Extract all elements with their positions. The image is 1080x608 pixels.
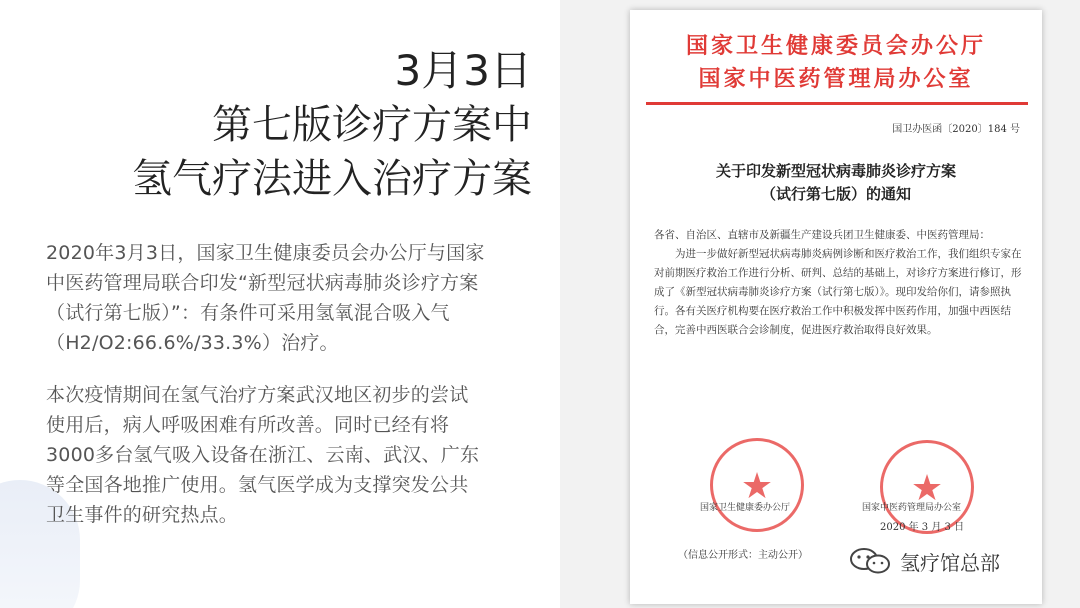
paragraph-line: 等全国各地推广使用。氢气医学成为支撑突发公共 — [46, 474, 469, 496]
document-disclosure: （信息公开形式：主动公开） — [678, 550, 808, 561]
paragraph-line: 3000多台氢气吸入设备在浙江、云南、武汉、广东 — [46, 444, 480, 466]
paragraph-2 — [46, 380, 546, 530]
document-red-rule — [646, 102, 1028, 105]
signatory-1: 国家卫生健康委办公厅 — [700, 503, 791, 513]
paragraph-line: （试行第七版）”：有条件可采用氢氧混合吸入气 — [46, 302, 450, 324]
document-date: 2020 年 3 月 3 日 — [880, 522, 965, 533]
document-header — [630, 30, 1042, 96]
paragraph-line: 卫生事件的研究热点。 — [46, 504, 239, 526]
title-line-3: 氢气疗法进入治疗方案 — [132, 156, 532, 202]
document-header-line: 国家中医药管理局办公室 — [698, 66, 974, 92]
paragraph-line: 中医药管理局联合印发“新型冠状病毒肺炎诊疗方案 — [46, 272, 479, 294]
signatory-2: 国家中医药管理局办公室 — [862, 503, 962, 513]
document-header-line: 国家卫生健康委员会办公厅 — [685, 33, 986, 59]
title-line-date: 3月3日 — [394, 46, 532, 95]
document-paragraph: 为进一步做好新型冠状病毒肺炎病例诊断和医疗救治工作，我们组织专家在对前期医疗救治工作进行分析、研判、总结的基础上，对诊疗方案进行修订，形成了《新型冠状病毒肺炎诊疗方案（试行第七版）》。现印发给你们，请参照执行。各有关医疗机构要在医疗救治工作中积极发挥中医药作用，加强中西医结合，完善中西医联合会诊制度，促进医疗救治取得良好效果。 — [654, 248, 1022, 336]
paragraph-line: 2020年3月3日，国家卫生健康委员会办公厅与国家 — [46, 242, 485, 264]
paragraph-1 — [46, 238, 546, 358]
paragraph-line: 使用后，病人呼吸困难有所改善。同时已经有将 — [46, 414, 450, 436]
wechat-icon — [848, 548, 894, 574]
document-title-line: 关于印发新型冠状病毒肺炎诊疗方案 — [715, 162, 956, 180]
seal-icon — [710, 438, 804, 532]
watermark — [848, 546, 1000, 576]
document-body — [654, 226, 1024, 340]
star-icon: ★ — [740, 466, 774, 507]
document-title-line: （试行第七版）的通知 — [760, 185, 911, 203]
document-title — [630, 160, 1042, 206]
title-line-2: 第七版诊疗方案中 — [212, 102, 532, 148]
star-icon: ★ — [910, 468, 944, 509]
paragraph-line: （H2/O2:66.6%/33.3%）治疗。 — [46, 332, 339, 354]
watermark-text: 氢疗馆总部 — [900, 550, 1000, 575]
slide-title — [32, 44, 532, 206]
document-number: 国卫办医函〔2020〕184 号 — [892, 124, 1020, 135]
paragraph-line: 本次疫情期间在氢气治疗方案武汉地区初步的尝试 — [46, 384, 469, 406]
document-addressee: 各省、自治区、直辖市及新疆生产建设兵团卫生健康委、中医药管理局： — [654, 229, 990, 241]
slide-body — [46, 238, 546, 552]
official-document-image — [630, 10, 1042, 604]
